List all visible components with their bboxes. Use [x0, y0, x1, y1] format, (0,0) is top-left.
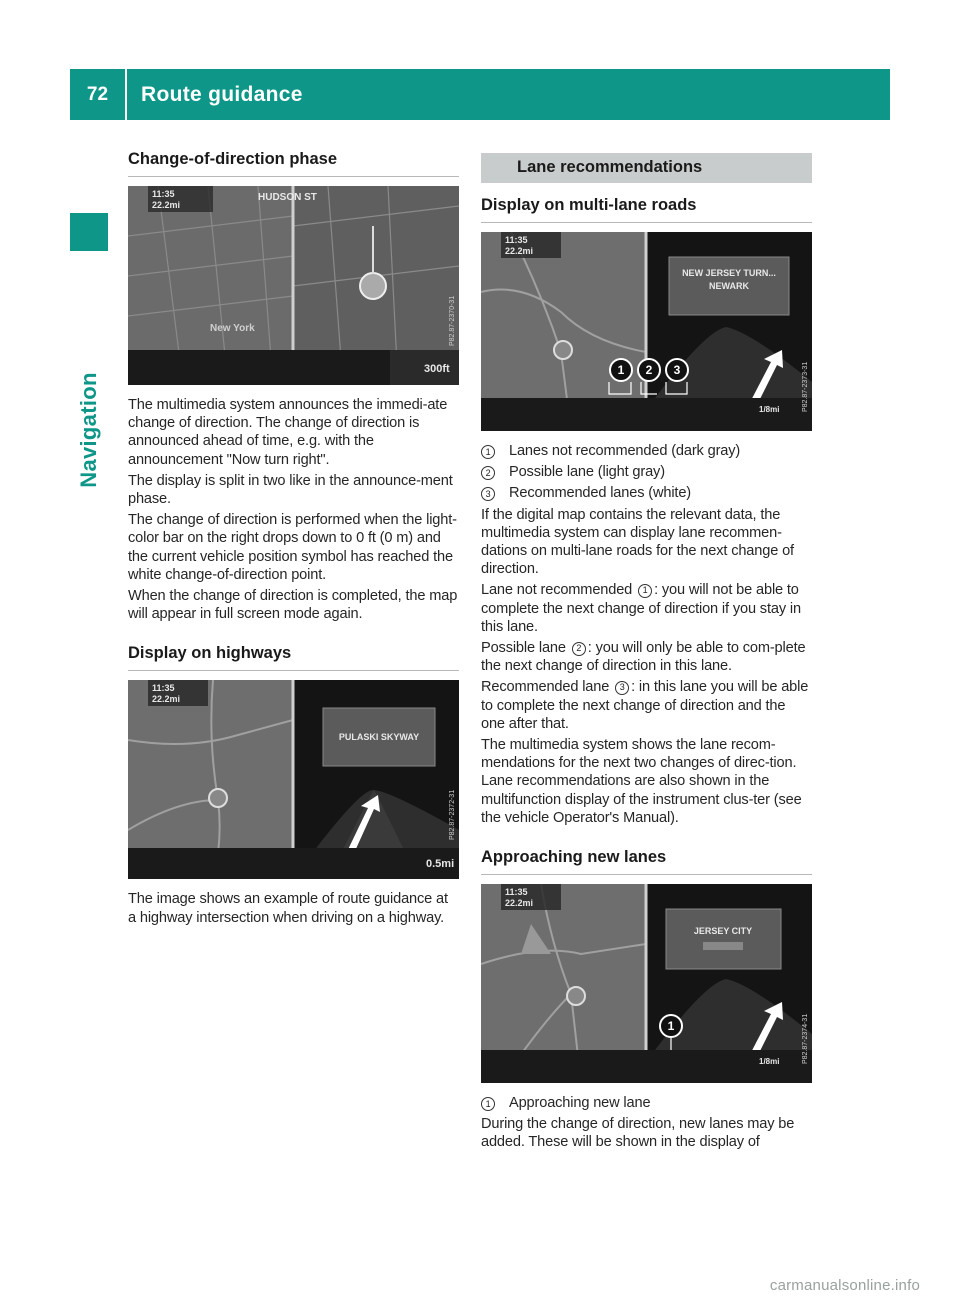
paragraph: The change of direction is performed when the light-color bar on the right drops down to 0 ft (0 m) and the current vehicle position symbol has reached the white change-of-direction point. — [128, 512, 457, 583]
callout-number: 1 — [638, 584, 652, 598]
hud-time: 11:35 — [152, 189, 175, 199]
chapter-marker — [70, 213, 108, 251]
paragraph — [481, 678, 812, 733]
legend-item — [481, 442, 812, 460]
figure-highways — [128, 680, 459, 879]
callout-number: 2 — [481, 466, 495, 480]
hud-distance: 22.2mi — [505, 246, 534, 256]
figure-code: P82.87-2370-31 — [449, 295, 456, 346]
highway-sign: PULASKI SKYWAY — [338, 732, 420, 743]
legend-text: Lanes not recommended (dark gray) — [509, 443, 741, 459]
section-heading-multi-lane: Display on multi-lane roads — [481, 196, 812, 223]
nav-screen-illustration — [128, 680, 459, 879]
text-run: : in this lane you will be able to complete the next change of direction and the one after that. — [481, 679, 809, 732]
hud-remaining: 0.5mi — [426, 858, 455, 871]
figure-code: P82.87-2374-31 — [802, 1013, 809, 1065]
page-number: 72 — [70, 69, 127, 120]
text-run: : you will not be able to complete the next change of direction if you stay in this lane. — [481, 582, 801, 635]
watermark: carmanualsonline.info — [769, 1277, 920, 1294]
callout-number: 1 — [481, 1097, 495, 1111]
text-run: : you will only be able to com-plete the next change of direction in this lane. — [481, 640, 806, 675]
section-band-lane-recommendations: Lane recommendations — [481, 153, 812, 183]
lane-callout-2: 2 — [645, 363, 653, 377]
lane-callout-1: 1 — [617, 363, 625, 377]
figure-multi-lane — [481, 232, 812, 431]
legend-item — [481, 1094, 812, 1112]
paragraph: If the digital map contains the relevant data, the multimedia system can display lane recommen-dations on multi-lane roads for the next change of direction. — [481, 506, 794, 578]
figure-code: P82.87-2373-31 — [802, 361, 809, 412]
legend-text: Recommended lanes (white) — [509, 485, 691, 502]
hud-city: New York — [210, 323, 255, 334]
callout-number: 1 — [481, 445, 495, 459]
chapter-label: Navigation — [76, 372, 101, 488]
page-header — [70, 69, 890, 120]
hud-time: 11:35 — [152, 683, 175, 694]
callout-number: 3 — [615, 681, 629, 695]
paragraph — [481, 639, 812, 675]
legend-item — [481, 463, 812, 481]
callout-number: 3 — [481, 487, 495, 501]
hud-time: 11:35 — [505, 887, 528, 898]
page-title: Route guidance — [141, 82, 303, 106]
left-column — [128, 150, 459, 930]
paragraph: The display is split in two like in the announce-ment phase. — [128, 472, 453, 508]
hud-distance: 22.2mi — [505, 898, 534, 909]
legend-item — [481, 484, 812, 502]
paragraph: The multimedia system announces the immedi-ate change of direction. The change of direction is announced ahead of time, e.g. with the announcement "Now turn right". — [128, 397, 448, 468]
hud-distance: 22.2mi — [152, 694, 181, 705]
hud-remaining: 300ft — [424, 363, 450, 375]
paragraph: The multimedia system shows the lane recom-mendations for the next two changes of direc-tion. Lane recommendations are also shown in the multifunction display of the instrument clus-ter (see the vehicle Operator's Manual). — [481, 737, 802, 826]
legend-text: Approaching new lane — [509, 1095, 651, 1112]
section-heading-change-of-direction: Change-of-direction phase — [128, 150, 459, 177]
highway-sign-line1: NEW JERSEY TURN... — [682, 268, 776, 278]
paragraph: The image shows an example of route guidance at a highway intersection when driving on a highway. — [128, 891, 448, 926]
hud-time: 11:35 — [505, 235, 528, 245]
text-run: Possible lane — [481, 640, 570, 657]
section-heading-new-lanes: Approaching new lanes — [481, 848, 812, 875]
paragraph — [481, 581, 812, 636]
text-run: Recommended lane — [481, 679, 614, 696]
figure-code: P82.87-2372-31 — [449, 790, 456, 841]
highway-sign-line1: JERSEY CITY — [693, 926, 753, 937]
highway-sign-line2: NEWARK — [709, 281, 749, 291]
nav-screen-illustration — [128, 186, 459, 385]
nav-screen-illustration — [481, 232, 812, 431]
callout-number: 2 — [572, 642, 586, 656]
paragraph: When the change of direction is completed, the map will appear in full screen mode again. — [128, 588, 458, 623]
hud-distance: 22.2mi — [152, 200, 181, 210]
hud-street: HUDSON ST — [258, 192, 317, 203]
lane-callout-1: 1 — [667, 1019, 675, 1034]
figure-new-lanes — [481, 884, 812, 1083]
paragraph: During the change of direction, new lanes may be added. These will be shown in the display of — [481, 1116, 795, 1151]
right-column — [481, 153, 812, 1155]
text-run: Lane not recommended — [481, 582, 637, 599]
hud-remaining: 1/8mi — [759, 1057, 780, 1067]
lane-callout-3: 3 — [673, 363, 681, 377]
nav-screen-illustration — [481, 884, 812, 1083]
figure-change-of-direction — [128, 186, 459, 385]
hud-remaining: 1/8mi — [759, 405, 780, 414]
legend-text: Possible lane (light gray) — [509, 464, 665, 481]
section-heading-highways: Display on highways — [128, 644, 459, 671]
